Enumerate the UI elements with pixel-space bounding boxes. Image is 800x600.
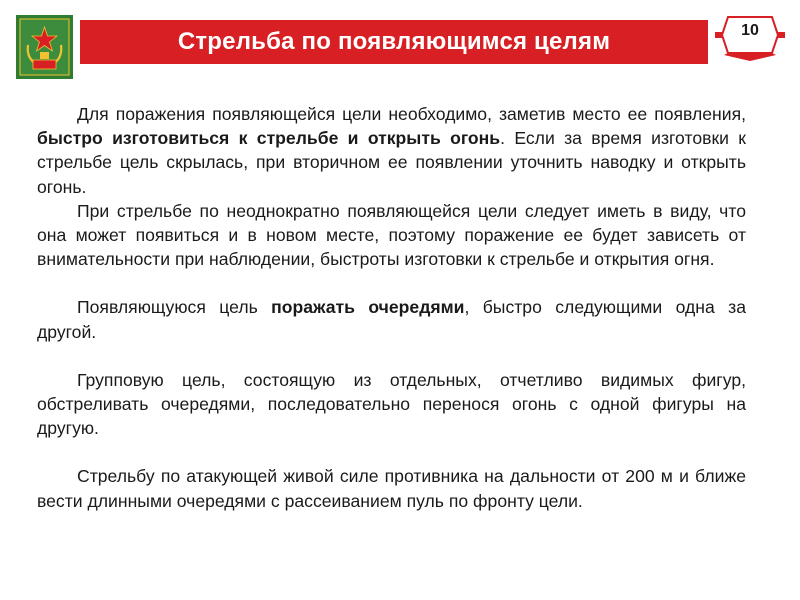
paragraph-3 — [37, 295, 746, 343]
paragraph-1-lead: Для поражения появляющейся цели необходимо, заметив место ее появления, — [77, 104, 746, 124]
military-star-emblem-icon — [16, 15, 73, 79]
paragraph-2: При стрельбе по неоднократно появляющейся цели следует иметь в виду, что она может появиться и в новом месте, поэтому поражение ее будет зависеть от внимательности при наблюдении, быстроты изготовки к стрельбе и открытия огня. — [37, 200, 746, 270]
paragraph-3-tail: , быстро следующими одна за другой. — [37, 297, 746, 342]
page-number: 10 — [741, 22, 759, 39]
paragraph-4: Групповую цель, состоящую из отдельных, отчетливо видимых фигур, обстреливать очередями, последовательно перенося огонь с одной фигуры на другую. — [37, 369, 746, 439]
paragraph-5: Стрельбу по атакующей живой силе противника на дальности от 200 м и ближе вести длинными очередями с рассеиванием пуль по фронту цели. — [37, 466, 746, 511]
paragraph-1-emphasis: быстро изготовиться к стрельбе и открыть огонь — [37, 128, 501, 149]
paragraph-1-tail: . Если за время изготовки к стрельбе цель скрылась, при вторичном ее появлении уточнить наводку и открыть огонь. — [37, 128, 746, 197]
page-title: Стрельба по появляющимся целям — [177, 28, 611, 55]
title-bar — [80, 20, 708, 64]
paragraph-3-lead: Появляющуюся цель — [77, 297, 272, 318]
paragraph-1 — [37, 102, 746, 199]
paragraph-3-emphasis: поражать очередями — [271, 297, 465, 318]
main-content — [37, 102, 746, 513]
